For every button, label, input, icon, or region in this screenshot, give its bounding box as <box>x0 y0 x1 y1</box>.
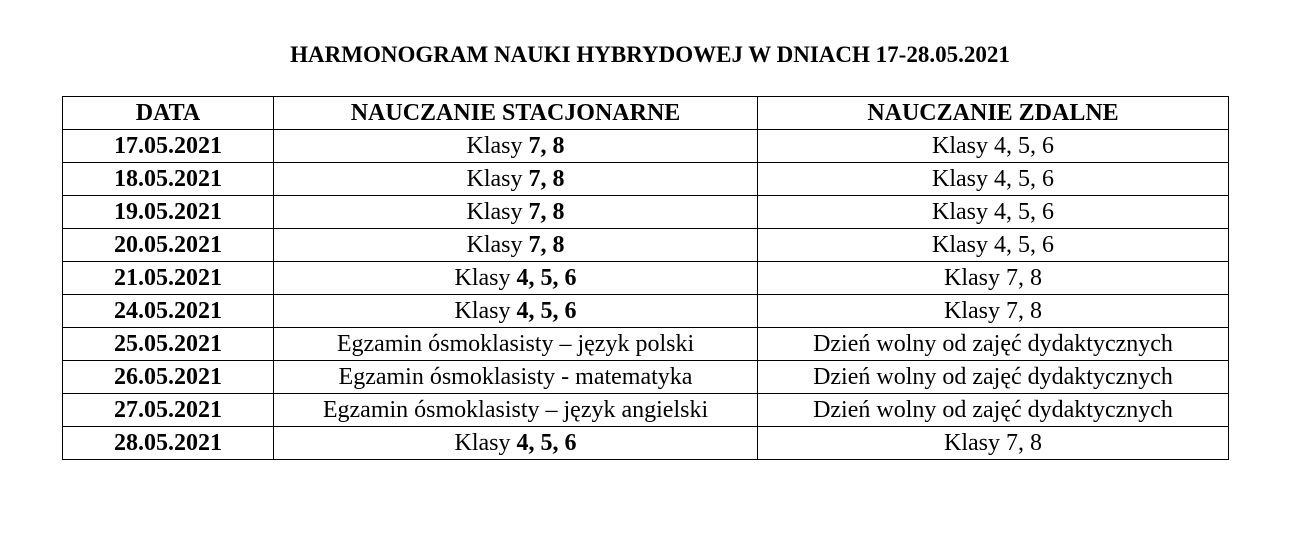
table-body <box>63 130 1229 460</box>
stationary-classes: 4, 5, 6 <box>516 298 577 324</box>
remote-cell: Klasy 7, 8 <box>758 262 1229 295</box>
remote-cell: Klasy 7, 8 <box>758 427 1229 460</box>
date-cell: 24.05.2021 <box>63 295 274 328</box>
stationary-classes: 7, 8 <box>528 166 565 192</box>
stationary-cell <box>274 295 758 328</box>
stationary-cell <box>274 229 758 262</box>
date-cell: 17.05.2021 <box>63 130 274 163</box>
stationary-cell <box>274 361 758 394</box>
stationary-classes: 4, 5, 6 <box>516 265 577 291</box>
table-row <box>63 130 1229 163</box>
stationary-text: Egzamin ósmoklasisty - matematyka <box>338 364 693 390</box>
stationary-cell <box>274 196 758 229</box>
remote-cell: Dzień wolny od zajęć dydaktycznych <box>758 361 1229 394</box>
stationary-cell <box>274 394 758 427</box>
date-cell: 18.05.2021 <box>63 163 274 196</box>
stationary-text: Klasy <box>466 232 529 258</box>
stationary-cell <box>274 328 758 361</box>
table-row <box>63 328 1229 361</box>
stationary-text: Klasy <box>454 265 517 291</box>
table-row <box>63 361 1229 394</box>
table-row <box>63 229 1229 262</box>
stationary-text: Klasy <box>466 166 529 192</box>
remote-cell: Dzień wolny od zajęć dydaktycznych <box>758 328 1229 361</box>
date-cell: 21.05.2021 <box>63 262 274 295</box>
table-row <box>63 394 1229 427</box>
remote-cell: Klasy 4, 5, 6 <box>758 229 1229 262</box>
table-row <box>63 295 1229 328</box>
table-header-row <box>63 97 1229 130</box>
date-cell: 19.05.2021 <box>63 196 274 229</box>
date-cell: 25.05.2021 <box>63 328 274 361</box>
table-row <box>63 196 1229 229</box>
stationary-cell <box>274 262 758 295</box>
stationary-text: Klasy <box>466 133 529 159</box>
stationary-text: Klasy <box>466 199 529 225</box>
remote-cell: Klasy 4, 5, 6 <box>758 163 1229 196</box>
remote-cell: Klasy 4, 5, 6 <box>758 130 1229 163</box>
date-cell: 20.05.2021 <box>63 229 274 262</box>
header-remote: NAUCZANIE ZDALNE <box>758 97 1229 130</box>
schedule-table <box>62 96 1229 460</box>
header-date: DATA <box>63 97 274 130</box>
table-row <box>63 427 1229 460</box>
stationary-cell <box>274 163 758 196</box>
stationary-text: Klasy <box>454 298 517 324</box>
date-cell: 27.05.2021 <box>63 394 274 427</box>
stationary-classes: 7, 8 <box>528 133 565 159</box>
remote-cell: Klasy 4, 5, 6 <box>758 196 1229 229</box>
stationary-cell <box>274 427 758 460</box>
stationary-classes: 7, 8 <box>528 199 565 225</box>
stationary-text: Klasy <box>454 430 517 456</box>
remote-cell: Klasy 7, 8 <box>758 295 1229 328</box>
date-cell: 28.05.2021 <box>63 427 274 460</box>
header-stationary: NAUCZANIE STACJONARNE <box>274 97 758 130</box>
document-title: HARMONOGRAM NAUKI HYBRYDOWEJ W DNIACH 17-28.05.2021 <box>290 42 1010 67</box>
stationary-cell <box>274 130 758 163</box>
remote-cell: Dzień wolny od zajęć dydaktycznych <box>758 394 1229 427</box>
stationary-text: Egzamin ósmoklasisty – język angielski <box>322 397 709 423</box>
table-row <box>63 262 1229 295</box>
date-cell: 26.05.2021 <box>63 361 274 394</box>
table-row <box>63 163 1229 196</box>
stationary-text: Egzamin ósmoklasisty – język polski <box>336 331 695 357</box>
stationary-classes: 7, 8 <box>528 232 565 258</box>
stationary-classes: 4, 5, 6 <box>516 430 577 456</box>
